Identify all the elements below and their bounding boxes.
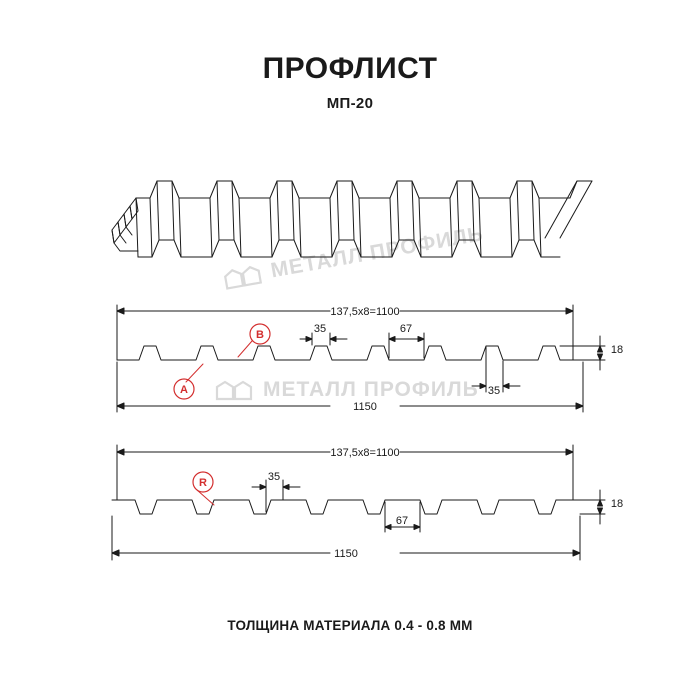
dim-section-r-rib-top: 35: [267, 471, 281, 483]
watermark-text: МЕТАЛЛ ПРОФИЛЬ: [268, 222, 486, 283]
material-thickness-note: ТОЛЩИНА МАТЕРИАЛА 0.4 - 0.8 ММ: [227, 618, 473, 633]
dim-section-r-bottom: 1150: [334, 548, 358, 560]
watermark-text: МЕТАЛЛ ПРОФИЛЬ: [263, 378, 479, 401]
callout-r-label: R: [199, 477, 207, 489]
dim-section-a-rib-bottom: 35: [487, 385, 501, 397]
callout-a-label: A: [180, 384, 188, 396]
isometric-profile-view: [112, 181, 592, 257]
callout-b-label: B: [256, 329, 264, 341]
page-title: ПРОФЛИСТ: [262, 52, 438, 85]
dim-section-a-top: 137,5х8=1100: [330, 306, 400, 318]
page-subtitle: МП-20: [326, 95, 374, 112]
section-view-a: [117, 305, 605, 412]
dim-section-a-rib-top: 35: [313, 323, 327, 335]
dim-section-r-top: 137,5х8=1100: [330, 447, 400, 459]
dim-section-a-height: 18: [610, 344, 624, 356]
dim-section-a-rib-wide: 67: [399, 323, 413, 335]
callout-group: [174, 324, 270, 492]
dim-section-r-rib-wide: 67: [395, 515, 409, 527]
dim-section-a-bottom: 1150: [353, 401, 377, 413]
callout-a: [174, 379, 194, 399]
dim-section-r-height: 18: [610, 498, 624, 510]
section-view-r: [112, 445, 605, 560]
callout-b: [250, 324, 270, 344]
callout-r: [193, 472, 213, 492]
